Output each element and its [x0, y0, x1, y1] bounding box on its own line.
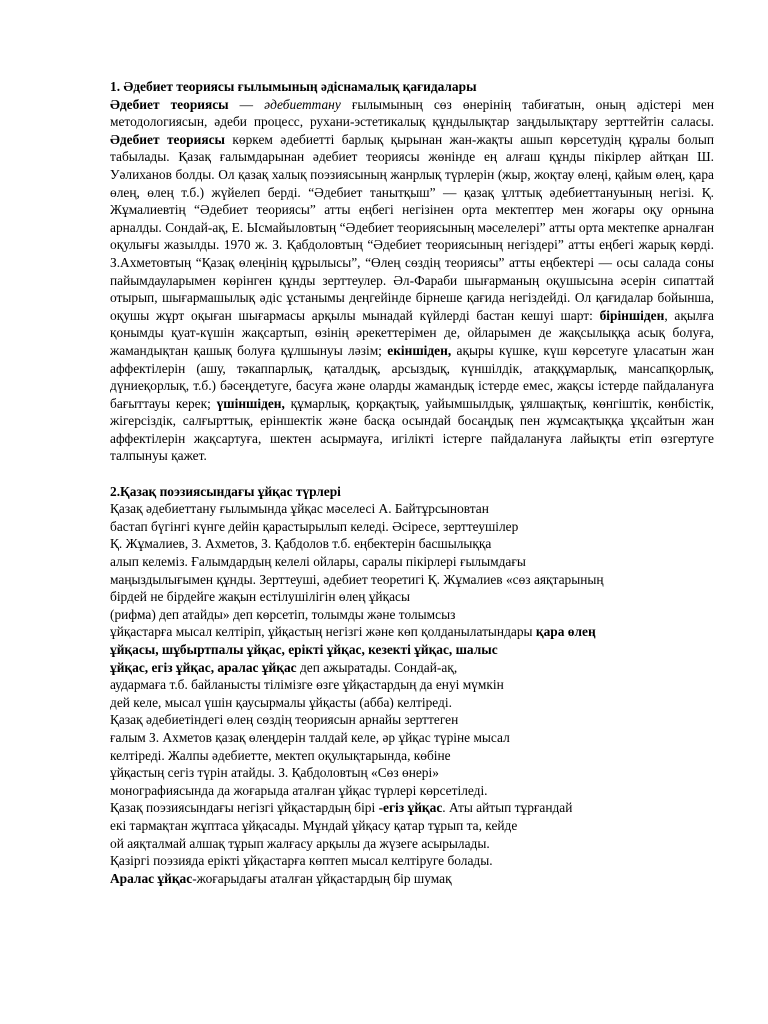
rhyme-term: ұйқасы, шұбыртпалы ұйқас, ерікті ұйқас, кезекті ұйқас, шалыс — [110, 642, 498, 657]
text-line — [110, 659, 714, 677]
rhyme-term: -егіз ұйқас — [378, 800, 443, 816]
paragraph-text: құмарлық, қорқақтық, уайымшылдық, ұялшақтық, көнгіштік, көнбістік, жігерсіздік, салғырттық, еріншектік және басқа осындай босаңдық пен жұмсақтыққа ұқсайтын жан аффектілерін жақсартуға, шектен асырмауға, игілікті істерге пайдалануға лайықты етіп өзгертуге талпынуы қажет. — [110, 395, 714, 464]
keyword-third: үшіншіден, — [216, 395, 285, 411]
keyword-first: біріншіден — [599, 307, 665, 323]
text-line: алып келеміз. Ғалымдардың келелі ойлары, саралы пікірлері ғылымдағы — [110, 554, 526, 570]
text-line: Қазақ әдебиетіндегі өлең сөздің теориясын арнайы зерттеген — [110, 712, 459, 728]
text-line: маңыздылығымен құнды. Зерттеуші, әдебиет теоретигі Қ. Жұмалиев «сөз аяқтарының — [110, 571, 604, 587]
rhyme-term: ұйқас, егіз ұйқас, аралас ұйқас — [110, 659, 297, 675]
text-line: Қ. Жұмалиев, З. Ахметов, З. Қабдолов т.б. еңбектерін басшылыққа — [110, 536, 492, 552]
spacer — [110, 465, 714, 483]
text-line: (рифма) деп атайды» деп көрсетіп, толымды және толымсыз — [110, 606, 456, 622]
paragraph-text: көркем әдебиетті барлық қырынан жан-жақты ашып көрсетудің құралы болып табылады. Қазақ ғалымдарынан әдебиет теориясы жөнінде ең алғаш құнды пікірлер айтқан Ш. Уәлиханов болды. Ол қазақ халық поэзиясының жанрлық түрлерін (жыр, жоқтау өлеңі, қайым өлең, қара өлең, өлең т.б.) жүйелеп берді. “Әдебиет танытқыш” — қазақ ұлттық әдебиеттануының негізі. Қ. Жұмалиевтің “Әдебиет теориясы” атты еңбегі негізінен орта мектептер мен жоғары оқу орнына арналды. Сондай-ақ, Е. Ысмайыловтың “Әдебиет теориясының мәселелері” атты орта мектепке арналған оқулығы жазылды. 1970 ж. З. Қабдоловтың “Әдебиет теориясының негіздері” атты еңбегі жарық көрді. З.Ахметовтың “Қазақ өлеңінің құрылысы”, “Өлең сөздің теориясы” атты еңбектері — осы салада соны пайымдауларымен көрінген құнды зерттеулер. Әл-Фараби шығарманың оқушысына әсерін сипаттай отырып, шығармашылық әдіс ұстанымы деңгейінде бірнеше қағида негіздейді. Ол қағидалар бойынша, оқушы жұрт оқыған шығармасы арқылы мынадай күйлерді бастан кешуі шарт: — [110, 131, 714, 323]
dash: — — [228, 96, 265, 112]
term-bold: Әдебиет теориясы — [110, 96, 229, 112]
keyword-second: екіншіден, — [387, 342, 452, 358]
text-line: дей келе, мысал үшін қаусырмалы ұйқасты (абба) келтіреді. — [110, 694, 452, 710]
text-line: бірдей не бірдейге жақын естілушілігін өлең ұйқасы — [110, 589, 410, 605]
text-line: екі тармақтан жұптаса ұйқасады. Мұндай ұйқасу қатар тұрып та, кейде — [110, 817, 518, 833]
document-page — [110, 78, 714, 887]
text-line — [110, 799, 714, 817]
term-italic: әдебиеттану — [264, 96, 341, 112]
text-span: Қазақ поэзиясындағы негізгі ұйқастардың бірі — [110, 800, 379, 816]
section1-heading: 1. Әдебиет теориясы ғылымының әдіснамалық қағидалары — [110, 79, 477, 94]
text-span: ұйқастарға мысал келтіріп, ұйқастың негізгі және көп қолданылатындары — [110, 624, 536, 640]
text-span: . Аты айтып тұрғандай — [442, 800, 573, 816]
rhyme-term: қара өлең — [535, 624, 596, 640]
term-bold: Әдебиет теориясы — [110, 131, 225, 147]
text-line: келтіреді. Жалпы әдебиетте, мектеп оқулықтарында, көбіне — [110, 747, 451, 763]
paragraph-text: , ақылға қонымды қуат-күшін жақсартып, өзінің әрекеттерімен де, ойларымен де жақсылыққа асық болуға, жамандықтан қашық болуға құлшынуы ләзім; — [110, 307, 714, 358]
text-line — [110, 870, 714, 888]
text-line: ұйқастың сегіз түрін атайды. З. Қабдоловтың «Сөз өнері» — [110, 765, 439, 781]
text-line: ой аяқталмай алшақ тұрып жалғасу арқылы да жүзеге асырылады. — [110, 835, 490, 851]
section1-paragraph — [110, 96, 714, 465]
text-span: деп ажыратады. Сондай-ақ, — [296, 659, 458, 675]
text-line: бастап бүгінгі күнге дейін қарастырылып келеді. Әсіресе, зерттеушілер — [110, 518, 519, 534]
text-line: Қазақ әдебиеттану ғылымында ұйқас мәселесі А. Байтұрсыновтан — [110, 501, 489, 517]
paragraph-text: ақыры күшке, күш көрсетуге ұласатын жан аффектілерін (ашу, тәкаппарлық, қаталдық, арсыздық, күншілдік, атаққұмарлық, мансапқорлық, дүниеқорлық, т.б.) бәсеңдетуге, басуға және оларды жамандық істерде емес, жақсы істерде пайдалануға бағыттауы керек; — [110, 342, 714, 411]
text-line: Қазіргі поэзияда ерікті ұйқастарға көптеп мысал келтіруге болады. — [110, 853, 493, 869]
rhyme-term: Аралас ұйқас — [110, 870, 193, 886]
text-line — [110, 641, 714, 659]
text-line: аудармаға т.б. байланысты тілімізге өзге ұйқастардың да енуі мүмкін — [110, 677, 504, 693]
text-line — [110, 623, 714, 641]
text-span: -жоғарыдағы аталған ұйқастардың бір шумақ — [192, 870, 452, 886]
text-line: монографиясында да жоғарыда аталған ұйқас түрлері көрсетіледі. — [110, 782, 488, 798]
text-line: ғалым З. Ахметов қазақ өлеңдерін талдай келе, әр ұйқас түріне мысал — [110, 729, 510, 745]
section2-heading: 2.Қазақ поэзиясындағы ұйқас түрлері — [110, 483, 341, 499]
paragraph-text: ғылымының сөз өнерінің табиғатын, оның әдістері мен методологиясын, әдеби процесс, рухани-эстетикалық құндылықтар заңдылықтару зерттейтін саласы. — [110, 96, 714, 130]
